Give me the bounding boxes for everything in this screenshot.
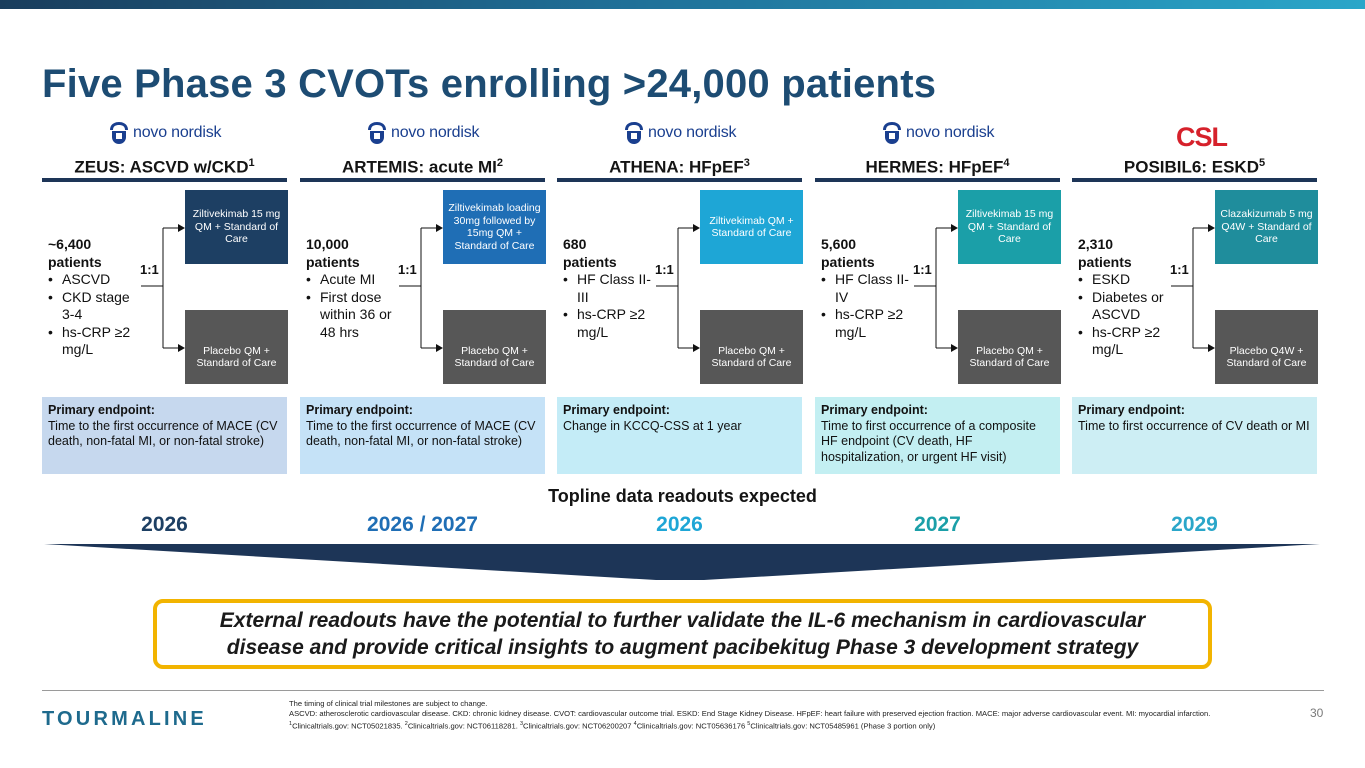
callout-box bbox=[153, 599, 1212, 669]
endpoint-label: Primary endpoint: bbox=[1078, 403, 1185, 417]
trial-column bbox=[557, 112, 802, 472]
endpoint-label: Primary endpoint: bbox=[306, 403, 413, 417]
randomization-ratio: 1:1 bbox=[398, 262, 417, 277]
callout-line-1: External readouts have the potential to further validate the IL-6 mechanism in cardiovascular bbox=[219, 609, 1146, 632]
patient-count-label: patients bbox=[821, 253, 875, 270]
endpoint-label: Primary endpoint: bbox=[48, 403, 155, 417]
footnote-references bbox=[289, 719, 1299, 732]
arrowhead-bottom bbox=[178, 344, 185, 352]
trial-reference: 5 bbox=[1258, 157, 1266, 169]
endpoint-text: Time to the first occurrence of MACE (CV death, non-fatal MI, or non-fatal stroke) bbox=[306, 418, 536, 448]
criteria-item: • HF Class II-IV bbox=[821, 271, 916, 306]
footnote-ref-text: Clinicaltrials.gov: NCT05021835. bbox=[292, 721, 405, 731]
arrowhead-top bbox=[1208, 224, 1215, 232]
arrowhead-top bbox=[693, 224, 700, 232]
arrowhead-top bbox=[178, 224, 185, 232]
readout-year: 2026 bbox=[656, 513, 703, 536]
criteria-item: • ASCVD bbox=[48, 271, 143, 289]
readout-year: 2029 bbox=[1171, 513, 1218, 536]
arrowhead-bottom bbox=[693, 344, 700, 352]
readout-year: 2026 bbox=[141, 513, 188, 536]
placebo-arm: Placebo QM + Standard of Care bbox=[443, 310, 546, 384]
treatment-arm: Ziltivekimab 15 mg QM + Standard of Care bbox=[958, 190, 1061, 264]
trial-title-text: POSIBIL6: ESKD bbox=[1123, 157, 1259, 177]
footnote-abbreviations: ASCVD: atherosclerotic cardiovascular disease. CKD: chronic kidney disease. CVOT: cardiovascular outcome trial. ESKD: End Stage Kidney Disease. HFpEF: heart failure with preserved ejection fraction. MACE: major adverse cardiovascular event. MI: myocardial infarction. bbox=[289, 709, 1211, 718]
patient-population bbox=[1078, 236, 1173, 359]
criteria-item: • hs-CRP ≥2 mg/L bbox=[48, 324, 143, 359]
treatment-arm: Ziltivekimab 15 mg QM + Standard of Care bbox=[185, 190, 288, 264]
placebo-arm: Placebo Q4W + Standard of Care bbox=[1215, 310, 1318, 384]
readout-year: 2027 bbox=[914, 513, 961, 536]
trial-reference: 1 bbox=[248, 157, 255, 169]
placebo-arm: Placebo QM + Standard of Care bbox=[700, 310, 803, 384]
arrowhead-top bbox=[951, 224, 958, 232]
endpoint-label: Primary endpoint: bbox=[821, 403, 928, 417]
footnote-disclaimer: The timing of clinical trial milestones are subject to change. bbox=[289, 699, 488, 708]
footnote-ref-text: Clinicaltrials.gov: NCT05485961 (Phase 3 portion only) bbox=[750, 721, 936, 731]
primary-endpoint bbox=[300, 397, 545, 474]
randomization-ratio: 1:1 bbox=[913, 262, 932, 277]
criteria-item: • ESKD bbox=[1078, 271, 1173, 289]
trial-column bbox=[1072, 112, 1317, 472]
trial-reference: 4 bbox=[1003, 157, 1010, 169]
primary-endpoint bbox=[557, 397, 802, 474]
inclusion-criteria bbox=[563, 271, 658, 341]
randomization-ratio: 1:1 bbox=[1170, 262, 1189, 277]
trial-column bbox=[815, 112, 1060, 472]
patient-count: 5,600 bbox=[821, 236, 857, 252]
sponsor-name: novo nordisk bbox=[648, 124, 737, 141]
footnote-ref-text: Clinicaltrials.gov: NCT06200207 bbox=[523, 721, 634, 731]
readout-year: 2026 / 2027 bbox=[367, 513, 478, 536]
page-number: 30 bbox=[1310, 706, 1324, 720]
placebo-arm: Placebo QM + Standard of Care bbox=[185, 310, 288, 384]
treatment-arm: Clazakizumab 5 mg Q4W + Standard of Care bbox=[1215, 190, 1318, 264]
sponsor-name: novo nordisk bbox=[391, 124, 480, 141]
trial-title-text: ZEUS: ASCVD w/CKD bbox=[74, 157, 249, 177]
arrowhead-bottom bbox=[436, 344, 443, 352]
page-title: Five Phase 3 CVOTs enrolling >24,000 patients bbox=[42, 62, 937, 106]
patient-count: ~6,400 bbox=[48, 236, 92, 252]
patient-count-label: patients bbox=[563, 253, 617, 270]
arrowhead-bottom bbox=[951, 344, 958, 352]
footer-divider bbox=[42, 690, 1324, 691]
csl-logo-icon: CSL bbox=[1176, 122, 1227, 152]
patient-count: 2,310 bbox=[1078, 236, 1114, 252]
trial-title-text: HERMES: HFpEF bbox=[865, 157, 1004, 177]
endpoint-text: Change in KCCQ-CSS at 1 year bbox=[563, 418, 742, 433]
callout-line-2: disease and provide critical insights to augment pacibekitug Phase 3 development strategy bbox=[226, 636, 1139, 659]
inclusion-criteria bbox=[1078, 271, 1173, 359]
randomization-ratio: 1:1 bbox=[140, 262, 159, 277]
patient-count-label: patients bbox=[1078, 253, 1132, 270]
inclusion-criteria bbox=[821, 271, 916, 341]
trial-title-text: ATHENA: HFpEF bbox=[609, 157, 744, 177]
trial-column bbox=[42, 112, 287, 472]
footnote-ref-number: 3 bbox=[519, 721, 524, 727]
inclusion-criteria bbox=[48, 271, 143, 359]
timeline-arrow-band bbox=[44, 544, 1320, 582]
endpoint-text: Time to first occurrence of CV death or MI bbox=[1078, 418, 1310, 433]
endpoint-label: Primary endpoint: bbox=[563, 403, 670, 417]
patient-count-label: patients bbox=[48, 253, 102, 270]
arrowhead-top bbox=[436, 224, 443, 232]
criteria-item: • HF Class II-III bbox=[563, 271, 658, 306]
primary-endpoint bbox=[815, 397, 1060, 474]
trial-column bbox=[300, 112, 545, 472]
tourmaline-logo: TOURMALINE bbox=[42, 708, 207, 730]
criteria-item: • Diabetes or ASCVD bbox=[1078, 289, 1173, 324]
sponsor-name: novo nordisk bbox=[133, 124, 222, 141]
placebo-arm: Placebo QM + Standard of Care bbox=[958, 310, 1061, 384]
criteria-item: • hs-CRP ≥2 mg/L bbox=[1078, 324, 1173, 359]
patient-population bbox=[821, 236, 916, 341]
criteria-item: • CKD stage 3-4 bbox=[48, 289, 143, 324]
primary-endpoint bbox=[1072, 397, 1317, 474]
treatment-arm: Ziltivekimab loading 30mg followed by 15mg QM + Standard of Care bbox=[443, 190, 546, 264]
randomization-ratio: 1:1 bbox=[655, 262, 674, 277]
treatment-arm: Ziltivekimab QM + Standard of Care bbox=[700, 190, 803, 264]
footnotes bbox=[289, 699, 1299, 732]
footnote-ref-text: Clinicaltrials.gov: NCT06118281. bbox=[407, 721, 520, 731]
footnote-ref-text: Clinicaltrials.gov: NCT05636176 bbox=[636, 721, 748, 731]
footnote-ref-number: 1 bbox=[289, 721, 293, 727]
topline-label: Topline data readouts expected bbox=[548, 486, 817, 506]
footnote-ref-number: 5 bbox=[747, 721, 751, 727]
trial-title-text: ARTEMIS: acute MI bbox=[341, 157, 497, 177]
patient-count-label: patients bbox=[306, 253, 360, 270]
criteria-item: • Acute MI bbox=[306, 271, 401, 289]
patient-count: 680 bbox=[563, 236, 587, 252]
criteria-item: • hs-CRP ≥2 mg/L bbox=[821, 306, 916, 341]
arrowhead-bottom bbox=[1208, 344, 1215, 352]
criteria-item: • First dose within 36 or 48 hrs bbox=[306, 289, 401, 342]
patient-population bbox=[48, 236, 143, 359]
criteria-item: • hs-CRP ≥2 mg/L bbox=[563, 306, 658, 341]
inclusion-criteria bbox=[306, 271, 401, 341]
trial-reference: 3 bbox=[743, 157, 750, 169]
footnote-ref-number: 2 bbox=[404, 721, 408, 727]
patient-population bbox=[563, 236, 658, 341]
trial-reference: 2 bbox=[496, 157, 504, 169]
patient-count: 10,000 bbox=[306, 236, 349, 252]
endpoint-text: Time to first occurrence of a composite HF endpoint (CV death, HF hospitalization, or urgent HF visit) bbox=[821, 418, 1036, 464]
patient-population bbox=[306, 236, 401, 341]
sponsor-name: novo nordisk bbox=[906, 124, 995, 141]
primary-endpoint bbox=[42, 397, 287, 474]
top-accent-bar bbox=[0, 0, 1365, 9]
endpoint-text: Time to the first occurrence of MACE (CV death, non-fatal MI, or non-fatal stroke) bbox=[48, 418, 278, 448]
footnote-ref-number: 4 bbox=[633, 721, 637, 727]
